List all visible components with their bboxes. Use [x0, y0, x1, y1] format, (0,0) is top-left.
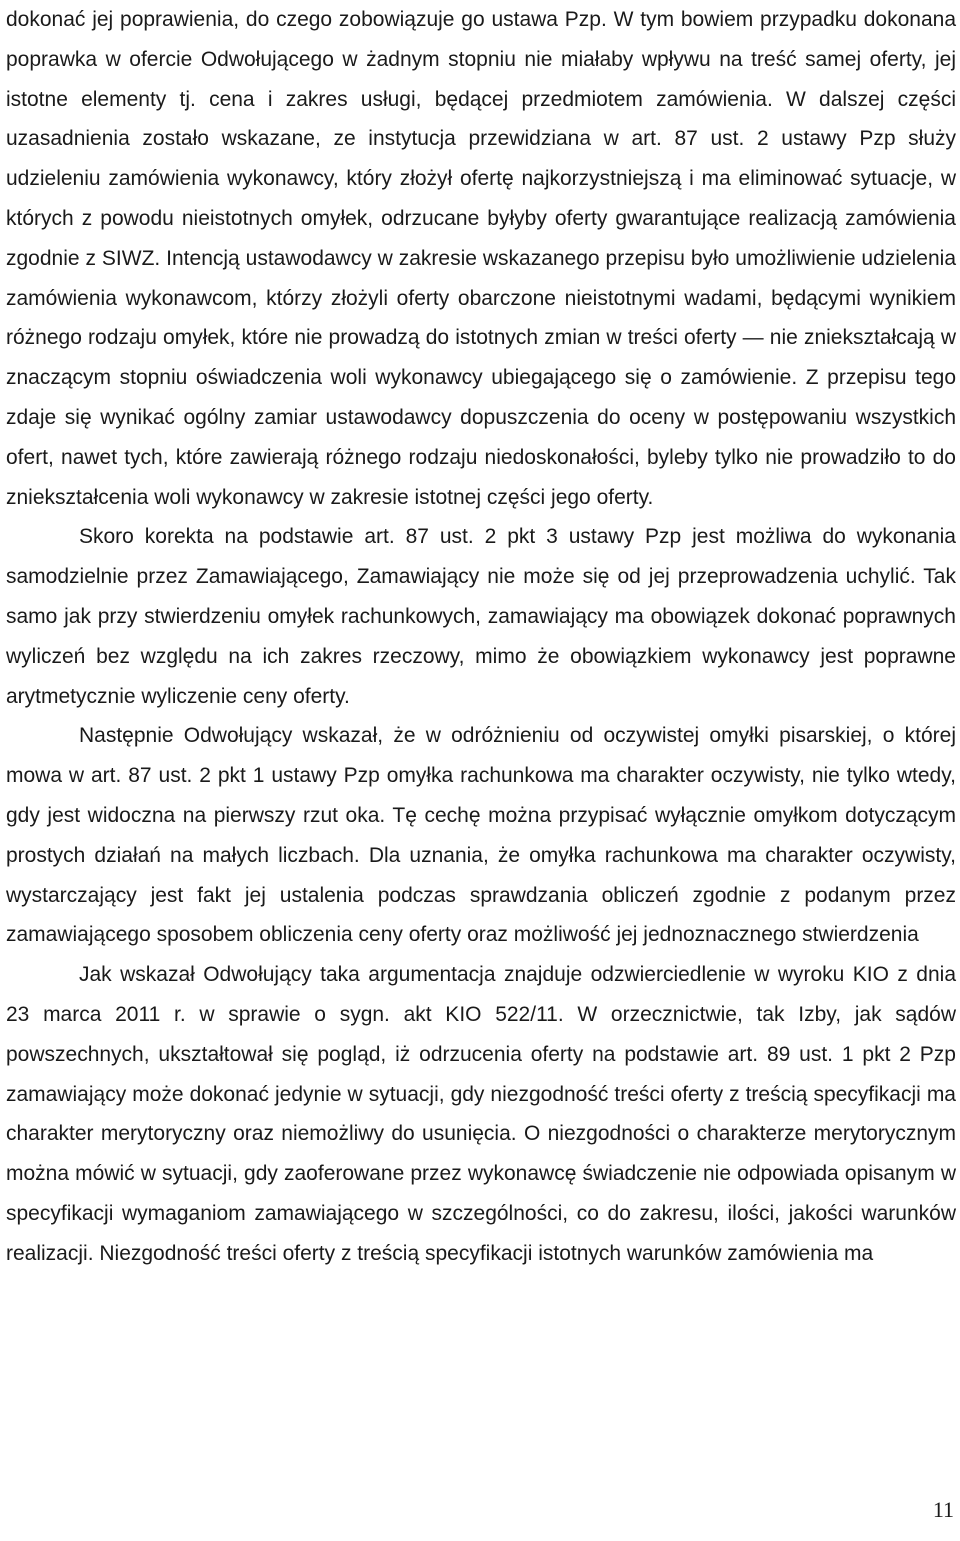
paragraph-4: Jak wskazał Odwołujący taka argumentacja znajduje odzwierciedlenie w wyroku KIO z dnia 23 marca 2011 r. w sprawie o sygn. akt KIO 522/11. W orzecznictwie, tak Izby, jak sądów powszechnych, ukształtował się pogląd, iż odrzucenia oferty na podstawie art. 89 ust. 1 pkt 2 Pzp zamawiający może dokonać jedynie w sytuacji, gdy niezgodność treści oferty z treścią specyfikacji ma charakter merytoryczny oraz niemożliwy do usunięcia. O niezgodności o charakterze merytorycznym można mówić w sytuacji, gdy zaoferowane przez wykonawcę świadczenie nie odpowiada opisanym w specyfikacji wymaganiom zamawiającego w szczególności, co do zakresu, ilości, jakości warunków realizacji. Niezgodność treści oferty z treścią specyfikacji istotnych warunków zamówienia ma: [6, 963, 956, 1265]
paragraph-3: Następnie Odwołujący wskazał, że w odróżnieniu od oczywistej omyłki pisarskiej, o której mowa w art. 87 ust. 2 pkt 1 ustawy Pzp omyłka rachunkowa ma charakter oczywisty, nie tylko wtedy, gdy jest widoczna na pierwszy rzut oka. Tę cechę można przypisać wyłącznie omyłkom dotyczącym prostych działań na małych liczbach. Dla uznania, że omyłka rachunkowa ma charakter oczywisty, wystarczający jest fakt jej ustalenia podczas sprawdzania obliczeń zgodnie z podanym przez zamawiającego sposobem obliczenia ceny oferty oraz możliwość jej jednoznacznego stwierdzenia: [6, 724, 956, 947]
paragraph-2: Skoro korekta na podstawie art. 87 ust. 2 pkt 3 ustawy Pzp jest możliwa do wykonania samodzielnie przez Zamawiającego, Zamawiający nie może się od jej przeprowadzenia uchylić. Tak samo jak przy stwierdzeniu omyłek rachunkowych, zamawiający ma obowiązek dokonać poprawnych wyliczeń bez względu na ich zakres rzeczowy, mimo że obowiązkiem wykonawcy jest poprawne arytmetycznie wyliczenie ceny oferty.: [6, 525, 956, 708]
paragraph-1: dokonać jej poprawienia, do czego zobowiązuje go ustawa Pzp. W tym bowiem przypadku dokonana poprawka w ofercie Odwołującego w żadnym stopniu nie miałaby wpływu na treść samej oferty, jej istotne elementy tj. cena i zakres usługi, będącej przedmiotem zamówienia. W dalszej części uzasadnienia zostało wskazane, ze instytucja przewidziana w art. 87 ust. 2 ustawy Pzp służy udzieleniu zamówienia wykonawcy, który złożył ofertę najkorzystniejszą i ma eliminować sytuacje, w których z powodu nieistotnych omyłek, odrzucane byłyby oferty gwarantujące realizacją zamówienia zgodnie z SIWZ. Intencją ustawodawcy w zakresie wskazanego przepisu było umożliwienie udzielenia zamówienia wykonawcom, którzy złożyli oferty obarczone nieistotnymi wadami, będącymi wynikiem różnego rodzaju omyłek, które nie prowadzą do istotnych zmian w treści oferty — nie zniekształcają w znaczącym stopniu oświadczenia woli wykonawcy ubiegającego się o zamówienie. Z przepisu tego zdaje się wynikać ogólny zamiar ustawodawcy dopuszczenia do oceny w postępowaniu wszystkich ofert, nawet tych, które zawierają różnego rodzaju niedoskonałości, byleby tylko nie prowadziło to do zniekształcenia woli wykonawcy w zakresie istotnej części jego oferty.: [6, 8, 956, 509]
document-page: [6, 0, 956, 1541]
page-number: 11: [932, 1497, 954, 1522]
